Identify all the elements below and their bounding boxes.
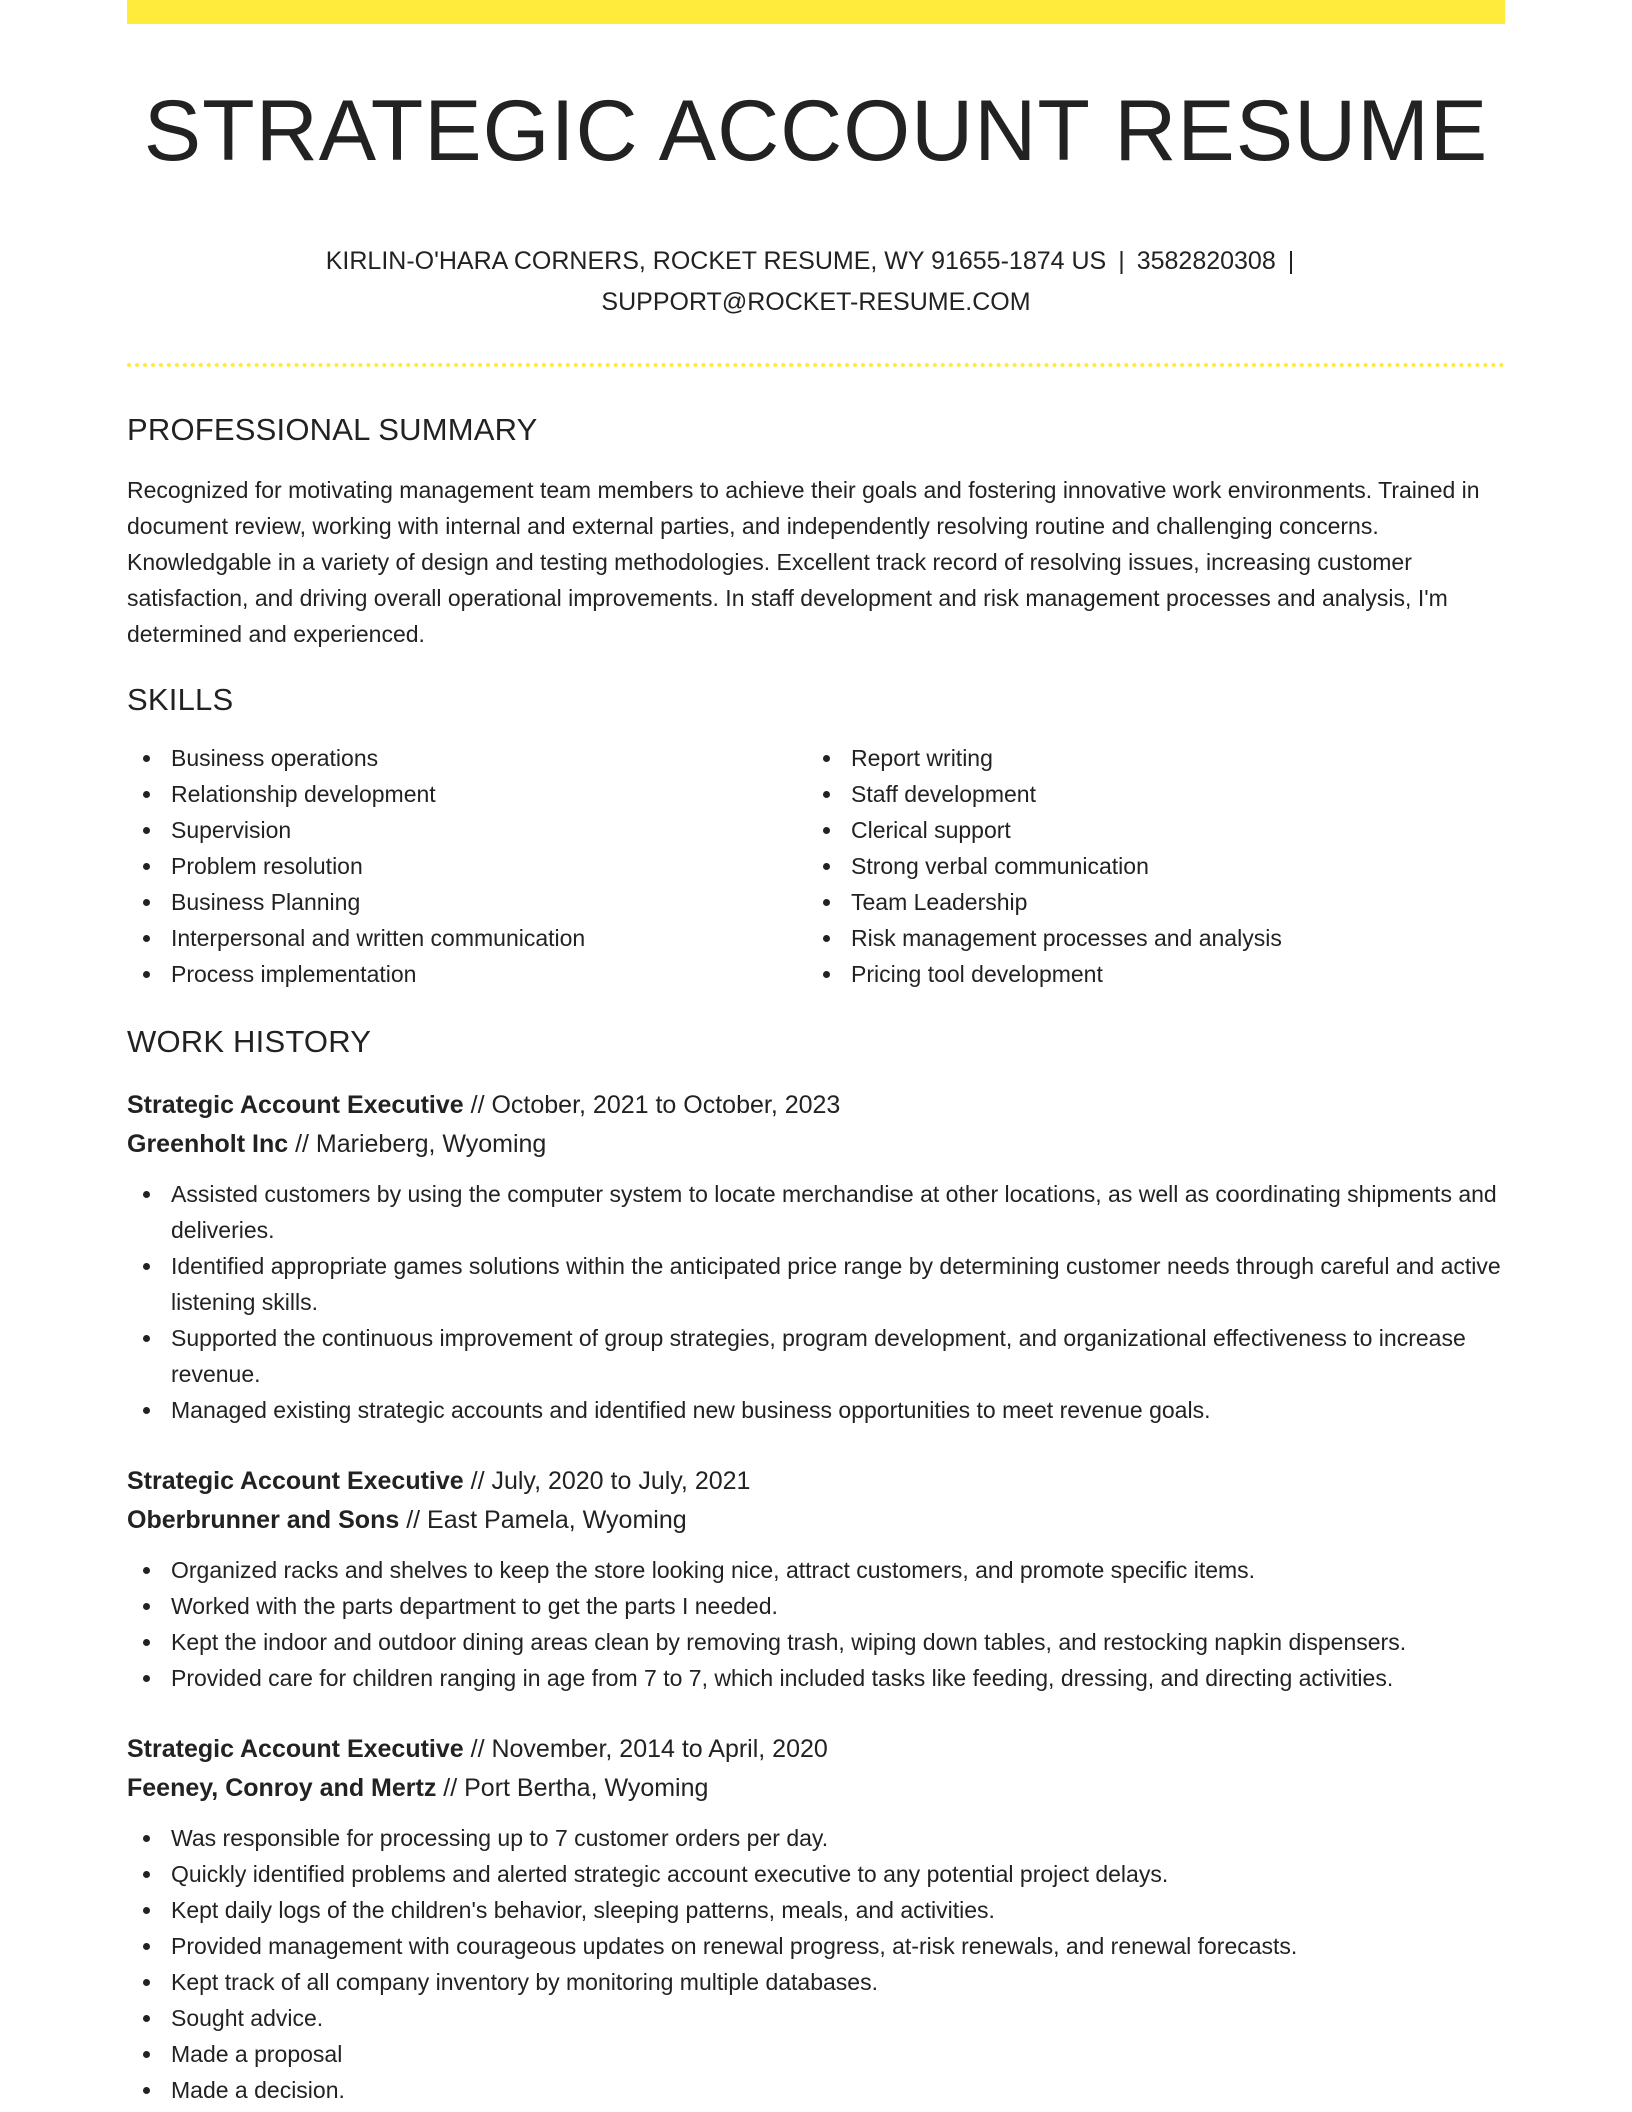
job-bullet: Managed existing strategic accounts and identified new business opportunities to meet revenue goals.: [127, 1392, 1505, 1428]
skill-item: Strong verbal communication: [807, 848, 1487, 884]
contact-info: [127, 241, 1505, 323]
job-company-line: [127, 1501, 1505, 1540]
job-role: Strategic Account Executive: [127, 1734, 464, 1763]
skills-column-right: [807, 740, 1487, 992]
job-bullet: Kept track of all company inventory by monitoring multiple databases.: [127, 1964, 1505, 2000]
job-dates: // October, 2021 to October, 2023: [463, 1090, 841, 1119]
resume-title: STRATEGIC ACCOUNT RESUME: [143, 83, 1489, 179]
skill-item: Risk management processes and analysis: [807, 920, 1487, 956]
contact-separator: |: [1287, 246, 1295, 275]
skill-item: Team Leadership: [807, 884, 1487, 920]
contact-separator: |: [1118, 246, 1125, 275]
summary-text: Recognized for motivating management team members to achieve their goals and fostering innovative work environments. Trained in document review, working with internal and external parties, and independently resolving routine and challenging concerns. Knowledgable in a variety of design and testing methodologies. Excellent track record of resolving issues, increasing customer satisfaction, and driving overall operational improvements. In staff development and risk management processes and analysis, I'm determined and experienced.: [127, 476, 1480, 647]
job-bullets: [127, 1820, 1505, 2108]
summary-heading: PROFESSIONAL SUMMARY: [127, 411, 538, 447]
job-company-line: [127, 1125, 1505, 1164]
job-role-line: [127, 1462, 1505, 1501]
skill-item: Relationship development: [127, 776, 807, 812]
job-bullet: Organized racks and shelves to keep the store looking nice, attract customers, and promote specific items.: [127, 1552, 1505, 1588]
job-bullets: [127, 1176, 1505, 1428]
job-role: Strategic Account Executive: [127, 1466, 464, 1495]
resume-page: [127, 0, 1505, 2108]
job-bullet: Assisted customers by using the computer system to locate merchandise at other locations, as well as coordinating shipments and deliveries.: [127, 1176, 1505, 1248]
skill-item: Clerical support: [807, 812, 1487, 848]
skill-item: Pricing tool development: [807, 956, 1487, 992]
job-role: Strategic Account Executive: [127, 1090, 464, 1119]
skills-heading: SKILLS: [127, 681, 234, 717]
job-dates: // July, 2020 to July, 2021: [463, 1466, 751, 1495]
job-location: // Port Bertha, Wyoming: [436, 1773, 709, 1802]
dotted-divider: [127, 363, 1505, 367]
job-bullet: Kept the indoor and outdoor dining areas clean by removing trash, wiping down tables, and restocking napkin dispensers.: [127, 1624, 1505, 1660]
job-bullet: Provided care for children ranging in age from 7 to 7, which included tasks like feeding, dressing, and directing activities.: [127, 1660, 1505, 1696]
job-entry: [127, 1462, 1505, 1696]
skill-item: Business Planning: [127, 884, 807, 920]
job-entry: [127, 1730, 1505, 2108]
job-bullets: [127, 1552, 1505, 1696]
email: SUPPORT@ROCKET-RESUME.COM: [601, 287, 1031, 316]
job-location: // Marieberg, Wyoming: [288, 1129, 547, 1158]
skill-item: Business operations: [127, 740, 807, 776]
job-bullet: Made a proposal: [127, 2036, 1505, 2072]
skill-item: Interpersonal and written communication: [127, 920, 807, 956]
skill-item: Staff development: [807, 776, 1487, 812]
skill-item: Process implementation: [127, 956, 807, 992]
job-location: // East Pamela, Wyoming: [399, 1505, 687, 1534]
job-bullet: Supported the continuous improvement of group strategies, program development, and organizational effectiveness to increase revenue.: [127, 1320, 1505, 1392]
job-company-line: [127, 1769, 1505, 1808]
skill-item: Report writing: [807, 740, 1487, 776]
job-bullet: Identified appropriate games solutions within the anticipated price range by determining customer needs through careful and active listening skills.: [127, 1248, 1505, 1320]
job-entry: [127, 1086, 1505, 1428]
job-bullet: Provided management with courageous updates on renewal progress, at-risk renewals, and renewal forecasts.: [127, 1928, 1505, 1964]
job-bullet: Kept daily logs of the children's behavior, sleeping patterns, meals, and activities.: [127, 1892, 1505, 1928]
job-company: Feeney, Conroy and Mertz: [127, 1773, 437, 1802]
job-dates: // November, 2014 to April, 2020: [463, 1734, 828, 1763]
address: KIRLIN-O'HARA CORNERS, ROCKET RESUME, WY 91655-1874 US: [325, 246, 1107, 275]
phone: 3582820308: [1136, 246, 1276, 275]
job-role-line: [127, 1730, 1505, 1769]
skill-item: Supervision: [127, 812, 807, 848]
job-bullet: Sought advice.: [127, 2000, 1505, 2036]
job-bullet: Was responsible for processing up to 7 customer orders per day.: [127, 1820, 1505, 1856]
skills-column-left: [127, 740, 807, 992]
skill-item: Problem resolution: [127, 848, 807, 884]
work-history-heading: WORK HISTORY: [127, 1023, 372, 1059]
job-role-line: [127, 1086, 1505, 1125]
job-company: Greenholt Inc: [127, 1129, 289, 1158]
job-bullet: Made a decision.: [127, 2072, 1505, 2108]
top-accent-bar: [127, 0, 1505, 24]
skills-list: [127, 740, 1505, 992]
job-bullet: Worked with the parts department to get the parts I needed.: [127, 1588, 1505, 1624]
job-company: Oberbrunner and Sons: [127, 1505, 400, 1534]
job-bullet: Quickly identified problems and alerted strategic account executive to any potential project delays.: [127, 1856, 1505, 1892]
